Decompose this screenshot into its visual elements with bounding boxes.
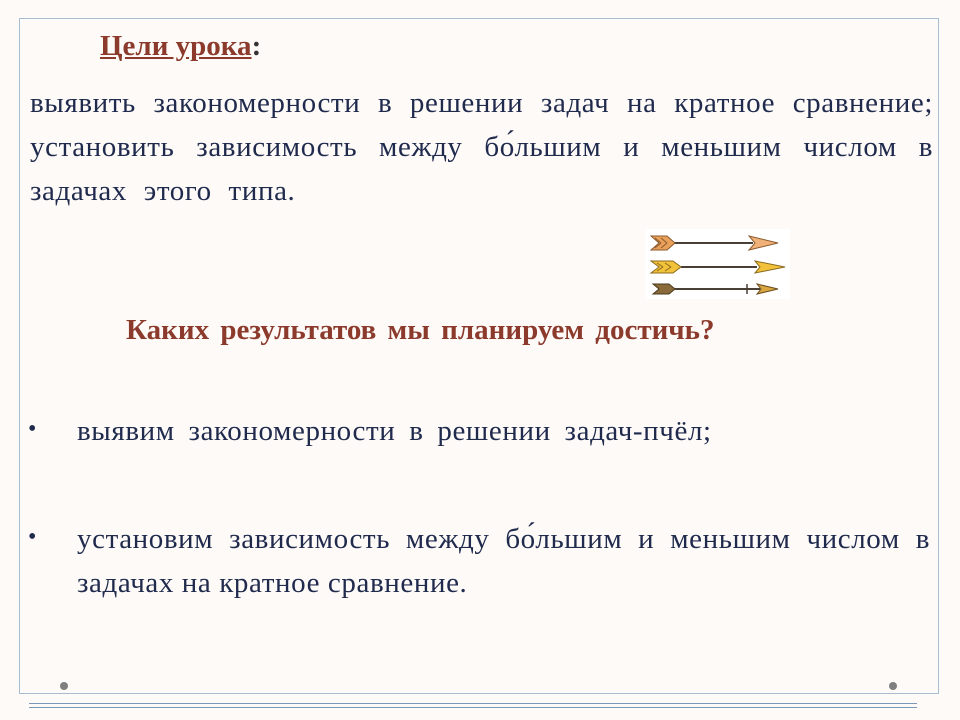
page-title	[100, 30, 261, 63]
result-item-1: выявим закономерности в решении задач-пчёл;	[77, 415, 712, 447]
footer-divider-top	[29, 703, 917, 704]
bullet-marker-2: •	[28, 524, 37, 550]
title-colon: :	[251, 30, 262, 62]
goals-paragraph: выявить закономерности в решении задач на кратное сравнение; установить зависимость между бо́льшим и меньшим числом в задачах этого типа.	[30, 87, 933, 207]
three-arrows-icon	[645, 229, 790, 299]
title-text: Цели урока	[100, 30, 252, 62]
result-item-2: установим зависимость между бо́льшим и меньшим числом в задачах на кратное сравнение.	[77, 523, 930, 599]
arrow-top	[651, 236, 778, 250]
arrow-middle	[651, 261, 785, 273]
corner-dot-right	[889, 682, 897, 690]
arrow-bottom	[653, 284, 778, 294]
results-question: Каких результатов мы планируем достичь?	[126, 314, 715, 346]
arrows-illustration	[645, 229, 790, 299]
bullet-marker-1: •	[28, 416, 37, 442]
corner-dot-left	[60, 682, 68, 690]
footer-divider-bottom	[29, 707, 917, 708]
